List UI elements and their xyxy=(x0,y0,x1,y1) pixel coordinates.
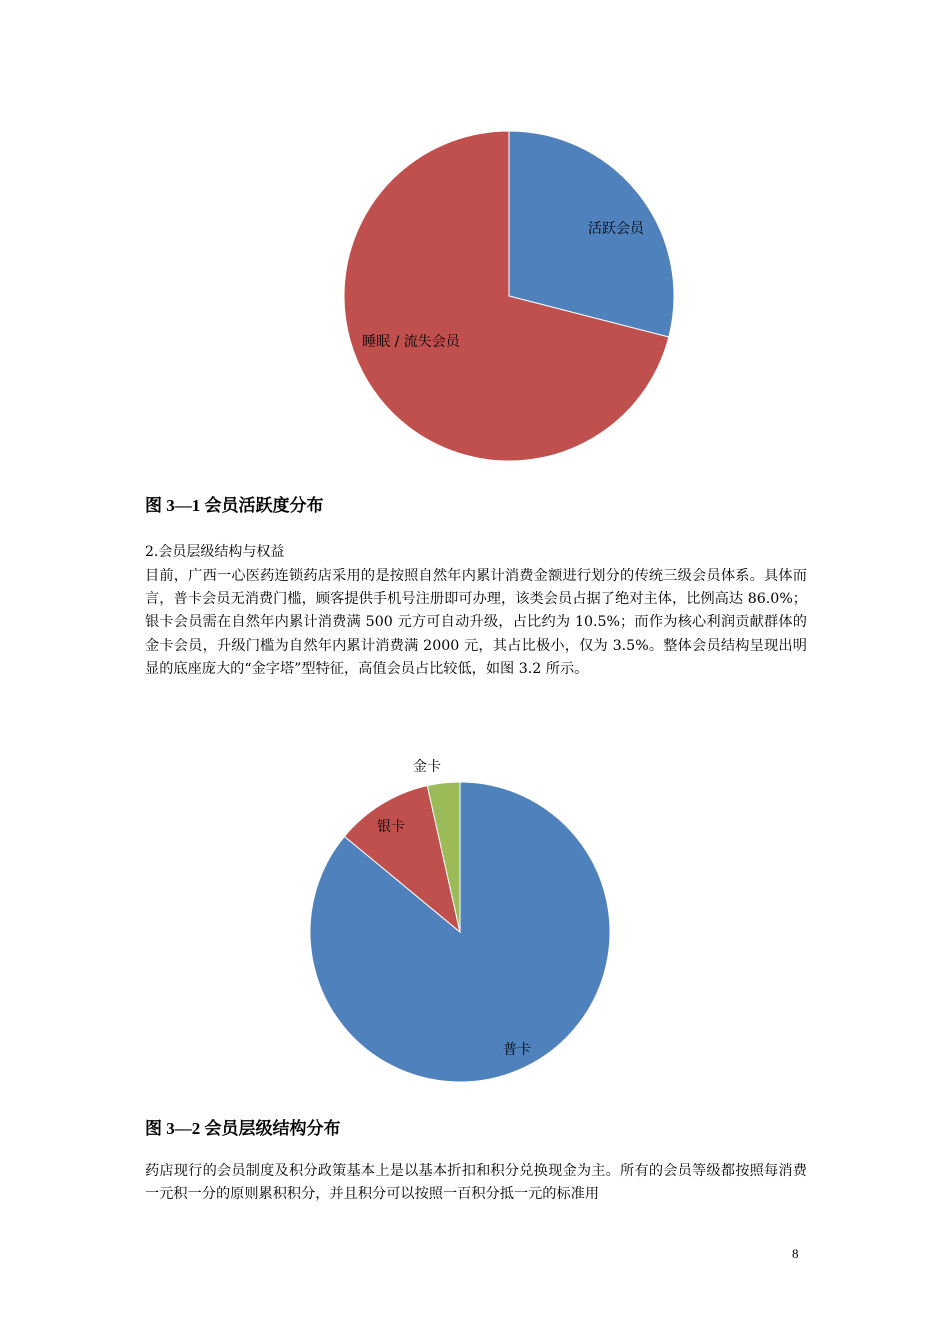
body-paragraph-1: 目前，广西一心医药连锁药店采用的是按照自然年内累计消费金额进行划分的传统三级会员体系。具体而言，普卡会员无消费门槛，顾客提供手机号注册即可办理，该类会员占据了绝对主体，比例高达 86.0%；银卡会员需在自然年内累计消费满 500 元方可自动升级，占比约为 10.5%；而作为核心利润贡献群体的金卡会员，升级门槛为自然年内累计消费满 2000 元，其占比极小，仅为 3.5%。整体会员结构呈现出明显的底座庞大的“金字塔”型特征，高值会员占比较低，如图 3.2 所示。 xyxy=(145,568,807,677)
body-paragraph-2: 药店现行的会员制度及积分政策基本上是以基本折扣和积分兑换现金为主。所有的会员等级都按照每消费一元积一分的原则累积积分，并且积分可以按照一百积分抵一元的标准用 xyxy=(145,1163,807,1203)
slice-label-3: 金卡 xyxy=(413,759,441,775)
member-activity-pie-chart xyxy=(0,120,950,470)
slice-label-2: 银卡 xyxy=(377,819,405,835)
figure-3-2-caption: 图 3—2 会员层级结构分布 xyxy=(145,1119,341,1138)
slice-label-2: 睡眠 / 流失会员 xyxy=(362,334,460,350)
section-heading: 2.会员层级结构与权益 xyxy=(145,544,285,560)
member-tier-pie-svg xyxy=(0,750,950,1095)
page-number: 8 xyxy=(792,1246,799,1261)
member-activity-pie-svg xyxy=(0,120,950,470)
member-tier-pie-chart xyxy=(0,750,950,1095)
figure-3-1-caption: 图 3—1 会员活跃度分布 xyxy=(145,496,324,515)
slice-label-1: 活跃会员 xyxy=(588,221,644,237)
slice-label-1: 普卡 xyxy=(503,1042,531,1058)
